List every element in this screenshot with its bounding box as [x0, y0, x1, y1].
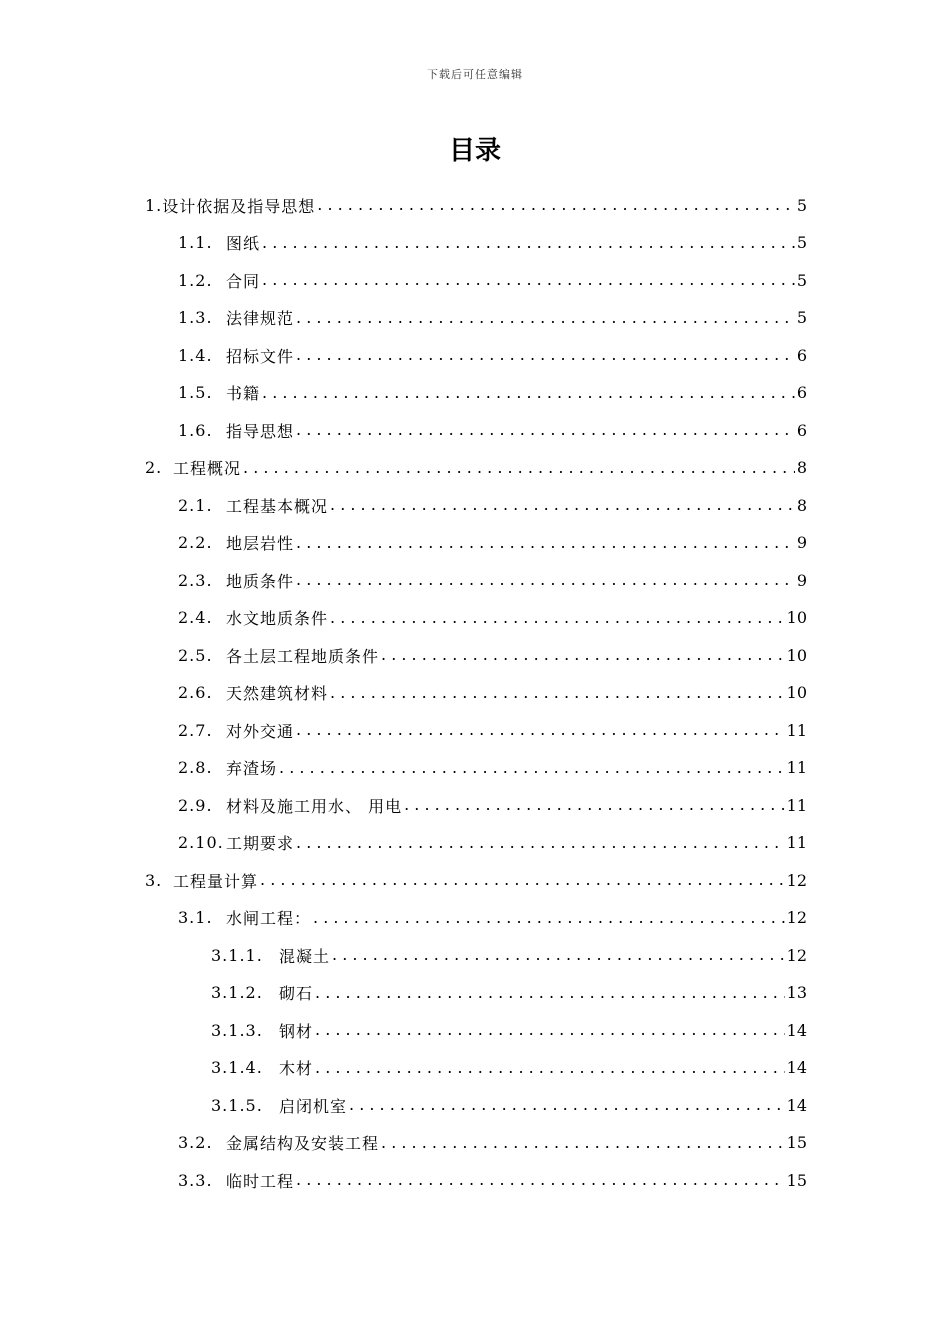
toc-leader-dots: [279, 758, 785, 778]
toc-entry-page-number: 12: [786, 908, 807, 927]
toc-entry-number: 1.5.: [178, 383, 213, 402]
toc-leader-dots: [296, 1170, 785, 1190]
toc-entry[interactable]: [178, 1124, 807, 1162]
toc-leader-dots: [315, 1020, 785, 1040]
toc-entry-label: 地层岩性: [226, 534, 295, 553]
toc-leader-dots: [349, 1095, 785, 1115]
toc-leader-dots: [243, 458, 795, 478]
toc-entry-label: 材料及施工用水、 用电: [226, 796, 403, 816]
toc-entry[interactable]: [211, 1086, 807, 1124]
toc-entry-label: 木材: [279, 1059, 314, 1078]
toc-entry-number: 3.1.1.: [211, 945, 263, 965]
toc-entry-label: 对外交通: [226, 721, 295, 741]
toc-entry-number: 2.5.: [178, 645, 213, 665]
toc-entry[interactable]: [178, 299, 807, 337]
toc-leader-dots: [330, 683, 785, 703]
toc-entry-number: 2.9.: [178, 795, 213, 815]
toc-entry-number: 3.: [145, 870, 163, 890]
toc-entry-number: 3.1.: [178, 908, 213, 927]
toc-entry-label: 钢材: [279, 1021, 314, 1041]
toc-entry-number: 3.1.2.: [211, 983, 263, 1002]
toc-entry-number: 1.3.: [178, 308, 213, 327]
toc-leader-dots: [332, 945, 785, 965]
toc-entry-page-number: 6: [796, 420, 807, 440]
toc-entry-label: 工程量计算: [173, 871, 259, 891]
toc-entry[interactable]: [178, 486, 807, 524]
toc-entry-label: 设计依据及指导思想: [162, 196, 316, 216]
toc-entry[interactable]: [178, 224, 807, 262]
toc-entry[interactable]: [178, 561, 807, 599]
page-header: 下载后可任意编辑: [427, 68, 523, 81]
toc-entry-label: 混凝土: [279, 946, 331, 966]
toc-entry[interactable]: [178, 1161, 807, 1199]
toc-entry-label: 工程概况: [173, 459, 242, 478]
toc-entry-page-number: 8: [796, 495, 807, 515]
toc-leader-dots: [315, 1058, 785, 1078]
toc-entry-label: 弃渣场: [226, 759, 278, 778]
toc-leader-dots: [315, 983, 785, 1003]
toc-leader-dots: [260, 870, 785, 890]
toc-entry-label: 水闸工程：: [226, 909, 312, 928]
toc-leader-dots: [262, 383, 795, 403]
toc-entry-label: 图纸: [226, 234, 261, 253]
toc-entry-page-number: 15: [786, 1133, 807, 1152]
toc-entry-label: 砌石: [279, 984, 314, 1003]
toc-entry[interactable]: [211, 1049, 807, 1087]
toc-entry-page-number: 5: [796, 308, 807, 327]
toc-entry-number: 1.4.: [178, 345, 213, 365]
toc-leader-dots: [313, 908, 785, 928]
toc-leader-dots: [296, 345, 795, 365]
toc-entry-number: 2.2.: [178, 533, 213, 552]
toc-entry-label: 招标文件: [226, 346, 295, 366]
toc-entry-page-number: 8: [796, 458, 807, 477]
toc-entry-number: 2.: [145, 458, 163, 477]
toc-entry-number: 1.2.: [178, 270, 213, 290]
toc-entry[interactable]: [178, 374, 807, 412]
toc-entry-page-number: 5: [796, 195, 807, 215]
toc-entry-label: 临时工程: [226, 1171, 295, 1191]
toc-entry-page-number: 12: [786, 870, 807, 890]
toc-entry-number: 2.4.: [178, 608, 213, 627]
toc-entry-page-number: 9: [796, 533, 807, 552]
toc-entry-number: 3.3.: [178, 1170, 213, 1190]
toc-entry-page-number: 5: [796, 270, 807, 290]
toc-entry-number: 2.6.: [178, 683, 213, 702]
toc-entry[interactable]: [178, 336, 807, 374]
toc-entry-label: 指导思想: [226, 421, 295, 441]
toc-entry-page-number: 11: [786, 758, 807, 777]
toc-leader-dots: [296, 720, 785, 740]
toc-entry-number: 2.10.: [178, 833, 224, 852]
toc-entry-number: 1.6.: [178, 420, 213, 440]
toc-entry-page-number: 13: [786, 983, 807, 1002]
toc-entry[interactable]: [178, 674, 807, 712]
toc-entry-number: 2.8.: [178, 758, 213, 777]
toc-entry-number: 3.2.: [178, 1133, 213, 1152]
toc-entry-page-number: 6: [796, 345, 807, 365]
toc-entry-label: 合同: [226, 271, 261, 291]
toc-entry[interactable]: [145, 186, 807, 224]
toc-leader-dots: [296, 833, 785, 853]
toc-leader-dots: [296, 533, 795, 553]
toc-entry-page-number: 11: [786, 833, 807, 852]
toc-entry[interactable]: [145, 449, 807, 487]
toc-entry-label: 各土层工程地质条件: [226, 646, 380, 666]
toc-entry-page-number: 14: [786, 1020, 807, 1040]
toc-entry[interactable]: [178, 824, 807, 862]
toc-leader-dots: [381, 645, 785, 665]
toc-leader-dots: [330, 608, 785, 628]
toc-entry[interactable]: [145, 861, 807, 899]
toc-entry-number: 2.3.: [178, 570, 213, 590]
toc-leader-dots: [381, 1133, 785, 1153]
toc-entry-page-number: 9: [796, 570, 807, 590]
toc-entry[interactable]: [178, 786, 807, 824]
toc-entry-number: 1.1.: [178, 233, 213, 252]
toc-entry-number: 2.7.: [178, 720, 213, 740]
toc-entry-page-number: 15: [786, 1170, 807, 1190]
toc-entry[interactable]: [211, 1011, 807, 1049]
toc-entry-page-number: 10: [786, 683, 807, 702]
toc-leader-dots: [317, 195, 795, 215]
toc-entry-page-number: 5: [796, 233, 807, 252]
toc-entry-label: 金属结构及安装工程: [226, 1134, 380, 1153]
toc-leader-dots: [404, 795, 785, 815]
toc-leader-dots: [330, 495, 795, 515]
toc-entry-label: 天然建筑材料: [226, 684, 329, 703]
toc-entry[interactable]: [178, 636, 807, 674]
toc-entry-number: 1.: [145, 195, 163, 215]
toc-entry-number: 3.1.4.: [211, 1058, 263, 1077]
toc-leader-dots: [296, 308, 795, 328]
toc-entry-label: 法律规范: [226, 309, 295, 328]
toc-leader-dots: [296, 570, 795, 590]
toc-entry-number: 3.1.3.: [211, 1020, 263, 1040]
toc-entry-label: 工期要求: [226, 834, 295, 853]
toc-entry-label: 书籍: [226, 384, 261, 403]
toc-entry-page-number: 6: [796, 383, 807, 402]
toc-entry[interactable]: [178, 411, 807, 449]
toc-leader-dots: [262, 270, 795, 290]
toc-entry-page-number: 14: [786, 1095, 807, 1115]
toc-entry[interactable]: [178, 711, 807, 749]
toc-entry-page-number: 10: [786, 608, 807, 627]
toc-entry-page-number: 14: [786, 1058, 807, 1077]
toc-entry-number: 3.1.5.: [211, 1095, 263, 1115]
toc-leader-dots: [262, 233, 795, 253]
toc-entry[interactable]: [178, 524, 807, 562]
toc-entry-label: 地质条件: [226, 571, 295, 591]
toc-entry[interactable]: [211, 974, 807, 1012]
toc-entry-page-number: 11: [786, 795, 807, 815]
toc-entry[interactable]: [178, 749, 807, 787]
toc-entry-number: 2.1.: [178, 495, 213, 515]
toc-entry-label: 启闭机室: [279, 1096, 348, 1116]
toc-entry-page-number: 12: [786, 945, 807, 965]
page-title: 目录: [448, 136, 501, 166]
toc-entry-page-number: 10: [786, 645, 807, 665]
toc-entry[interactable]: [178, 899, 807, 937]
toc-leader-dots: [296, 420, 795, 440]
toc-entry[interactable]: [178, 599, 807, 637]
toc-entry[interactable]: [211, 936, 807, 974]
toc-entry-label: 工程基本概况: [226, 496, 329, 516]
toc-entry[interactable]: [178, 261, 807, 299]
toc-entry-label: 水文地质条件: [226, 609, 329, 628]
toc-entry-page-number: 11: [786, 720, 807, 740]
